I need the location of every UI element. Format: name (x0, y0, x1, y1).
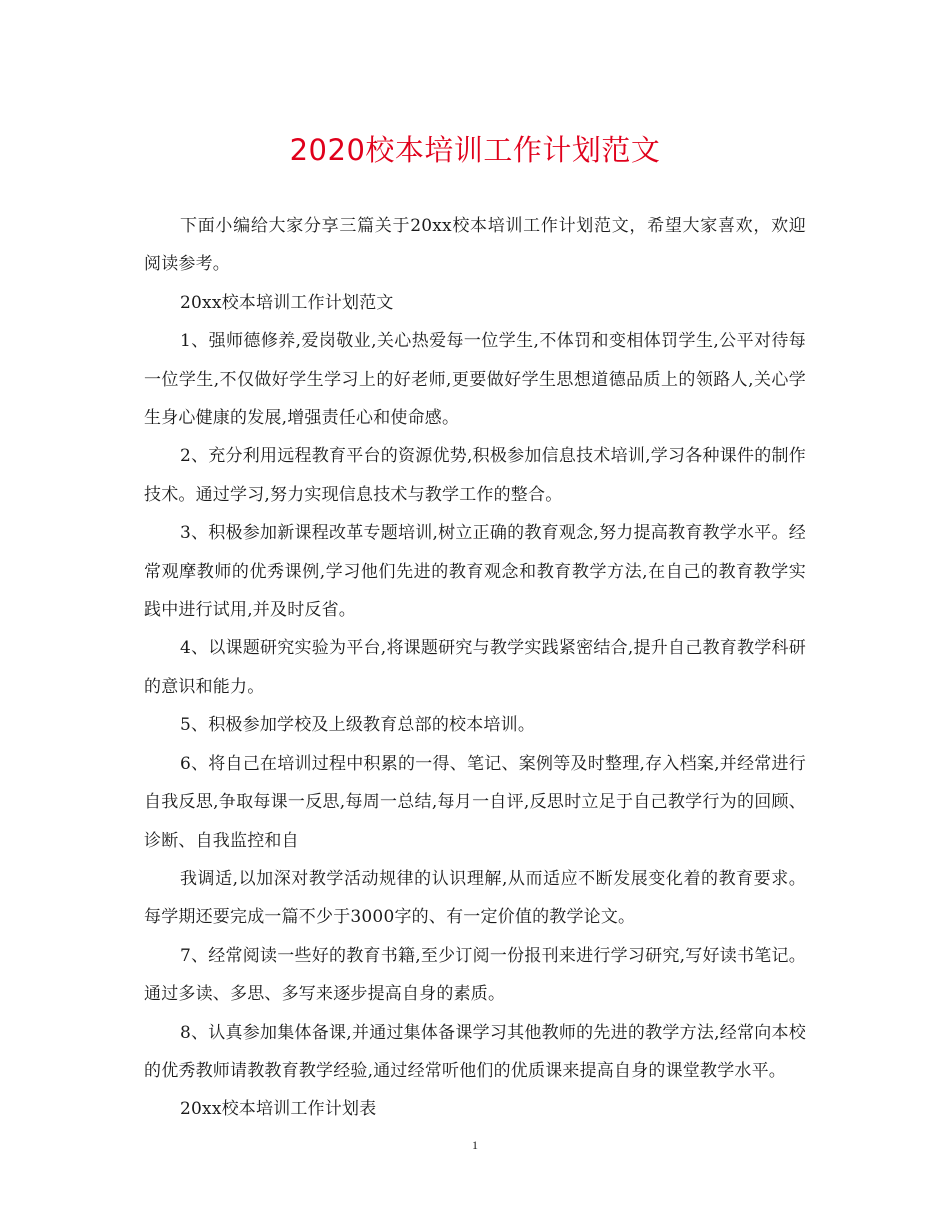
item-7-paragraph: 7、经常阅读一些好的教育书籍,至少订阅一份报刊来进行学习研究,写好读书笔记。通过多读、多思、多写来逐步提高自身的素质。 (144, 945, 806, 1005)
item-6-paragraph: 6、将自己在培训过程中积累的一得、笔记、案例等及时整理,存入档案,并经常进行自我反思,争取每课一反思,每周一总结,每月一自评,反思时立足于自己教学行为的回顾、诊断、自我监控和自 (144, 753, 806, 851)
intro-paragraph: 下面小编给大家分享三篇关于20xx校本培训工作计划范文，希望大家喜欢，欢迎阅读参考。 (144, 216, 806, 275)
item-8-paragraph: 8、认真参加集体备课,并通过集体备课学习其他教师的先进的教学方法,经常向本校的优秀教师请教教育教学经验,通过经常听他们的优质课来提高自身的课堂教学水平。 (144, 1022, 806, 1081)
section-heading: 20xx校本培训工作计划范文 (180, 292, 394, 313)
item-3-paragraph: 3、积极参加新课程改革专题培训,树立正确的教育观念,努力提高教育教学水平。经常观摩教师的优秀课例,学习他们先进的教育观念和教育教学方法,在自己的教育教学实践中进行试用,并及时反省。 (144, 523, 806, 621)
item-1-paragraph: 1、强师德修养,爱岗敬业,关心热爱每一位学生,不体罚和变相体罚学生,公平对待每一位学生,不仅做好学生学习上的好老师,更要做好学生思想道德品质上的领路人,关心学生身心健康的发展,增强责任心和使命感。 (144, 331, 806, 429)
item-6-continuation-paragraph: 我调适,以加深对教学活动规律的认识理解,从而适应不断发展变化着的教育要求。每学期还要完成一篇不少于3000字的、有一定价值的教学论文。 (144, 868, 806, 928)
document-body (144, 207, 806, 1129)
document-title: 2020校本培训工作计划范文 (289, 133, 661, 167)
schedule-heading: 20xx校本培训工作计划表 (180, 1099, 377, 1120)
page-number: 1 (472, 1138, 478, 1152)
item-4-paragraph: 4、以课题研究实验为平台,将课题研究与教学实践紧密结合,提升自己教育教学科研的意识和能力。 (144, 638, 806, 697)
item-2-paragraph: 2、充分利用远程教育平台的资源优势,积极参加信息技术培训,学习各种课件的制作技术。通过学习,努力实现信息技术与教学工作的整合。 (144, 446, 806, 505)
item-5-paragraph: 5、积极参加学校及上级教育总部的校本培训。 (180, 715, 536, 736)
